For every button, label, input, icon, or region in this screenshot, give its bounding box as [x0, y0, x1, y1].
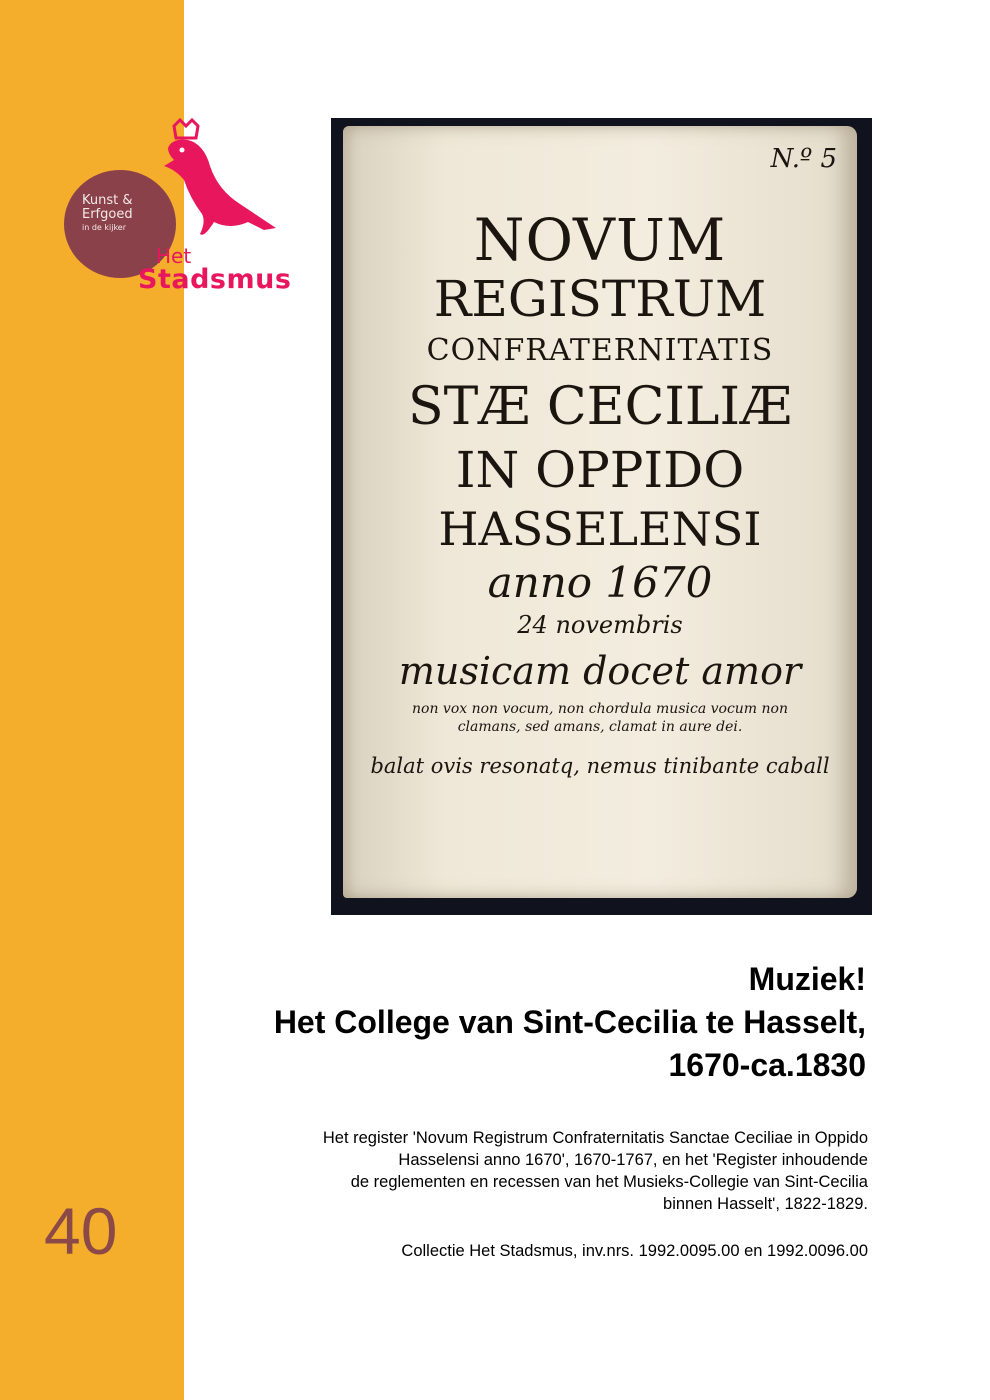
title-line2: Het College van Sint-Cecilia te Hasselt, [273, 1004, 866, 1040]
book-line: non vox non vocum, non chordula musica vocum non clamans, sed amans, clamat in aure dei. [412, 701, 788, 735]
book-line: IN OPPIDO [455, 441, 745, 499]
register-book-cover [343, 126, 857, 898]
book-line: musicam docet amor [398, 649, 802, 693]
logo-bubble-line2: Erfgoed [82, 207, 133, 222]
collection-credit: Collectie Het Stadsmus, inv.nrs. 1992.0095.00 en 1992.0096.00 [401, 1242, 868, 1260]
logo-het: Het [156, 244, 192, 268]
description [188, 1127, 868, 1215]
crown-icon [174, 120, 198, 138]
logo-bubble-line3: in de kijker [82, 223, 127, 232]
book-line: CONFRATERNITATIS [426, 333, 774, 368]
description-line2: Hasselensi anno 1670', 1670-1767, en het 'Register inhoudende [398, 1151, 868, 1169]
issue-number: 40 [44, 1194, 118, 1268]
book-corner-label: N.º 5 [770, 144, 837, 174]
book-line: HASSELENSI [438, 502, 762, 556]
book-line: anno 1670 [487, 558, 713, 607]
page-title [166, 958, 866, 1087]
logo-bubble-line1: Kunst & [82, 193, 133, 208]
book-line: balat ovis resonatq, nemus tinibante caball [370, 754, 830, 778]
description-line3: de reglementen en recessen van het Musieks-Collegie van Sint-Cecilia [350, 1173, 868, 1191]
book-line: 24 novembris [517, 611, 683, 639]
description-line1: Het register 'Novum Registrum Confraternitatis Sanctae Ceciliae in Oppido [322, 1129, 868, 1147]
book-line: NOVUM [473, 206, 727, 274]
title-line1: Muziek! [748, 961, 866, 997]
logo-stadsmus: Stadsmus [138, 264, 292, 295]
book-line: REGISTRUM [433, 270, 767, 328]
title-line3: 1670-ca.1830 [668, 1047, 866, 1083]
bird-icon [160, 118, 320, 258]
book-line: STÆ CECILIÆ [407, 377, 793, 437]
register-photo [331, 118, 872, 915]
logo-bubble-text [82, 194, 172, 233]
stadsmus-logo [60, 118, 320, 308]
description-line4: binnen Hasselt', 1822-1829. [663, 1195, 868, 1213]
book-inscription [343, 206, 857, 796]
